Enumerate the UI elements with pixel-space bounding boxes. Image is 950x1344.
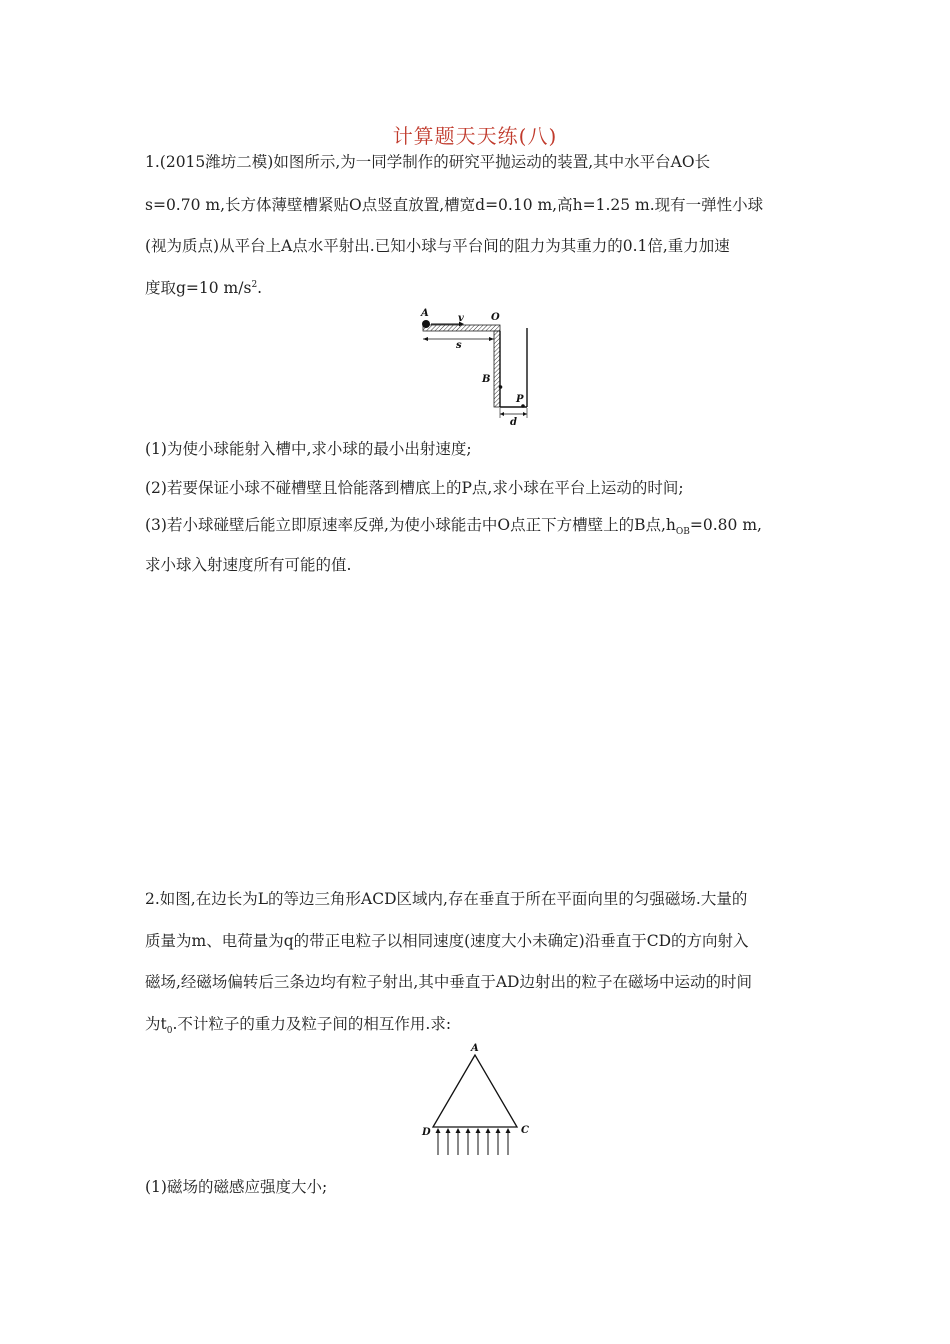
- label-s: s: [456, 340, 462, 351]
- q2-figure: [418, 1042, 533, 1162]
- q1-line-3: (视为质点)从平台上A点水平射出.已知小球与平台间的阻力为其重力的0.1倍,重力加速: [145, 237, 730, 255]
- q1-part-3: (3)若小球碰壁后能立即原速率反弹,为使小球能击中O点正下方槽壁上的B点$,h_{OB}=0.80$ m,: [145, 516, 762, 538]
- label-p: P: [516, 394, 524, 405]
- label-c: C: [521, 1125, 529, 1136]
- point-b: [499, 385, 503, 389]
- platform-shape: [423, 325, 500, 331]
- label-b: B: [482, 374, 491, 385]
- q1-part-1: (1)为使小球能射入槽中,求小球的最小出射速度;: [145, 440, 472, 458]
- page-title: 计算题天天练(八): [392, 124, 558, 148]
- triangle-acd: [433, 1055, 517, 1127]
- ball-shape: [422, 320, 430, 328]
- q1-part-2: (2)若要保证小球不碰槽壁且恰能落到槽底上的P点,求小球在平台上运动的时间;: [145, 479, 684, 497]
- q1-line-2: s=0.70 m,长方体薄壁槽紧贴O点竖直放置,槽宽d=0.10 m,高h=1.25 m.现有一弹性小球: [145, 196, 764, 214]
- label-a: A: [421, 308, 429, 319]
- q1-line-1: 1.(2015潍坊二模)如图所示,为一同学制作的研究平抛运动的装置,其中水平台AO长: [145, 153, 711, 171]
- label-v: v: [458, 313, 464, 324]
- q2-part-1: (1)磁场的磁感应强度大小;: [145, 1178, 328, 1196]
- label-d: d: [510, 417, 517, 428]
- q2-line-1: 2.如图,在边长为L的等边三角形ACD区域内,存在垂直于所在平面向里的匀强磁场.大量的: [145, 890, 748, 908]
- slot-wall-left: [494, 331, 500, 407]
- label-d: D: [422, 1127, 431, 1138]
- q2-line-4: 为$t_0$.不计粒子的重力及粒子间的相互作用.求:: [145, 1015, 452, 1037]
- label-a: A: [471, 1043, 479, 1054]
- arrow-heads-icon: [436, 1128, 511, 1133]
- q1-line-4: 度取g=10 $m/s^2$.: [145, 279, 263, 297]
- q1-part-3-line-2: 求小球入射速度所有可能的值.: [145, 556, 352, 574]
- q2-line-3: 磁场,经磁场偏转后三条边均有粒子射出,其中垂直于AD边射出的粒子在磁场中运动的时间: [145, 973, 752, 991]
- particle-arrows: [438, 1130, 508, 1155]
- q1-figure: [415, 308, 540, 430]
- label-o: O: [491, 312, 500, 323]
- q2-line-2: 质量为m、电荷量为q的带正电粒子以相同速度(速度大小未确定)沿垂直于CD的方向射入: [145, 932, 749, 950]
